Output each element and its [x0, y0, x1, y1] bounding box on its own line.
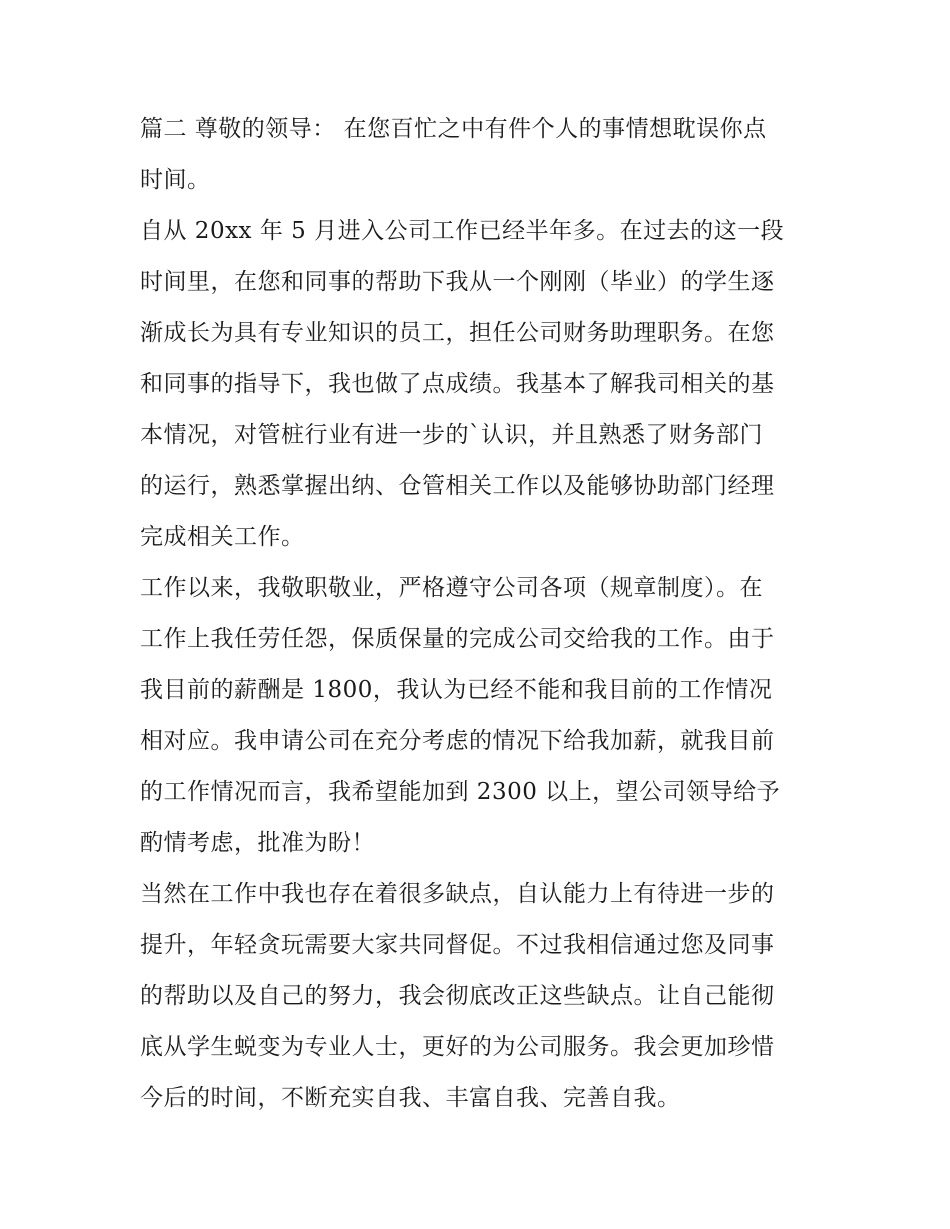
text-line: 酌情考虑，批准为盼！ — [140, 830, 375, 856]
text-line: 和同事的指导下，我也做了点成绩。我基本了解我司相关的基 — [140, 371, 775, 397]
text-line: 提升，年轻贪玩需要大家共同督促。不过我相信通过您及同事 — [140, 932, 775, 958]
document-body — [140, 104, 820, 1124]
text-line: 相对应。我申请公司在充分考虑的情况下给我加薪，就我目前 — [140, 728, 775, 754]
text-line: 今后的时间，不断充实自我、丰富自我、完善自我。 — [140, 1085, 681, 1111]
text-line: 的帮助以及自己的努力，我会彻底改正这些缺点。让自己能彻 — [140, 983, 775, 1009]
text-line: 当然在工作中我也存在着很多缺点，自认能力上有待进一步的 — [140, 881, 775, 907]
text-line: 完成相关工作。 — [140, 524, 305, 550]
text-line: 篇二 尊敬的领导： 在您百忙之中有件个人的事情想耽误你点 — [140, 116, 767, 142]
text-line: 底从学生蜕变为专业人士，更好的为公司服务。我会更加珍惜 — [140, 1034, 775, 1060]
text-line: 渐成长为具有专业知识的员工，担任公司财务助理职务。在您 — [140, 320, 775, 346]
text-line: 我目前的薪酬是 1800，我认为已经不能和我目前的工作情况 — [140, 677, 773, 703]
text-line: 时间里，在您和同事的帮助下我从一个刚刚（毕业）的学生逐 — [140, 269, 775, 295]
text-line: 工作上我任劳任怨，保质保量的完成公司交给我的工作。由于 — [140, 626, 775, 652]
text-line: 的工作情况而言，我希望能加到 2300 以上，望公司领导给予 — [140, 779, 781, 805]
text-line: 时间。 — [140, 167, 211, 193]
text-line: 的运行，熟悉掌握出纳、仓管相关工作以及能够协助部门经理 — [140, 473, 775, 499]
text-line: 工作以来，我敬职敬业，严格遵守公司各项（规章制度）。在 — [140, 575, 763, 601]
text-line: 自从 20xx 年 5 月进入公司工作已经半年多。在过去的这一段 — [140, 218, 785, 244]
text-line: 本情况，对管桩行业有进一步的`认识，并且熟悉了财务部门 — [140, 422, 763, 448]
